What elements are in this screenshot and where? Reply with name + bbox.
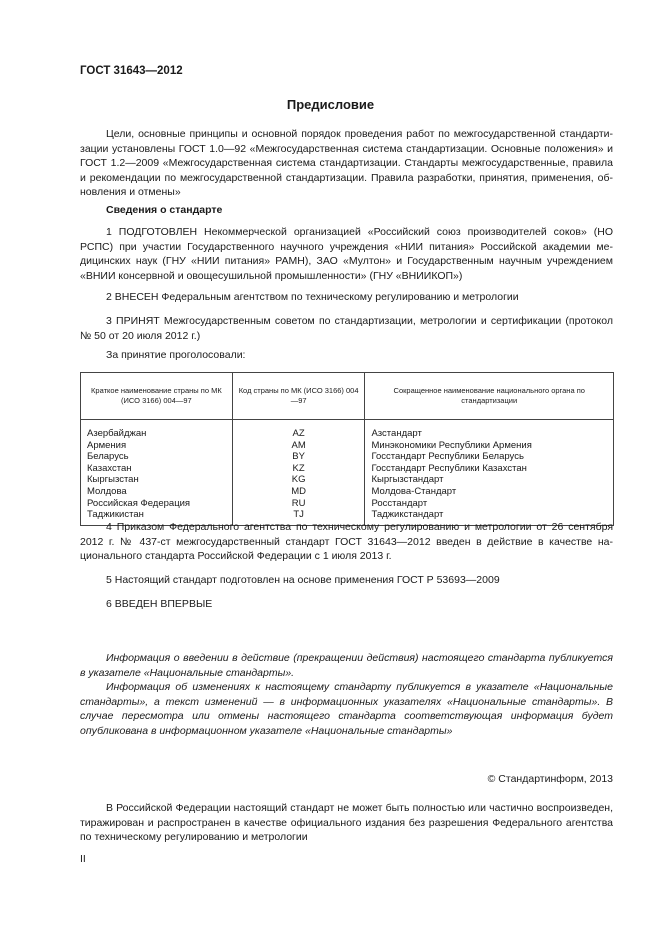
- item-1-prepared: 1 ПОДГОТОВЛЕН Некоммерческой организацией «Российский союз производителей соков» (НО РСПС) при участии Государственного научного учреждения «НИИ питания» Российской академии медицинских наук (ГНУ «НИИ питания» РАМН), ЗАО «Мултон» и Государственным научным учреждением «ВНИИ консервной и овощесушильной промышленности» (ГНУ «ВНИИКОП»): [80, 226, 613, 282]
- body-cell: Кыргызстандарт: [365, 474, 614, 486]
- code-cell: AZ: [232, 420, 365, 440]
- col-header-country: Краткое наименование страны по МК (ИСО 3166) 004—97: [81, 373, 233, 420]
- country-cell: Кыргызстан: [81, 474, 233, 486]
- body-cell: Азстандарт: [365, 420, 614, 440]
- country-cell: Беларусь: [81, 451, 233, 463]
- table-row: [81, 420, 614, 440]
- country-cell: Российская Федерация: [81, 498, 233, 510]
- table-row: [81, 440, 614, 452]
- table-header-row: [81, 373, 614, 420]
- code-cell: RU: [232, 498, 365, 510]
- reproduction-notice: В Российской Федерации настоящий стандарт не может быть полностью или частично воспроизведен, тиражирован и распространен в качестве официального издания без разрешения Федерального агентства по техническому регулированию и метрологии: [80, 802, 613, 844]
- voted-label: За принятие проголосовали:: [106, 349, 246, 361]
- code-cell: BY: [232, 451, 365, 463]
- intro-paragraph: Цели, основные принципы и основной порядок проведения работ по межгосударственной стандартизации установлены ГОСТ 1.0—92 «Межгосударственная система стандартизации. Основные положения» и ГОСТ 1.2—2009 «Межгосударственная система стандартизации. Стандарты межгосударственные, правила и рекомендации по межгосударственной стандартизации. Правила разработки, принятия, применения, обновления и отмены»: [80, 128, 613, 199]
- country-cell: Таджикистан: [81, 509, 233, 525]
- notice-introduction-info: Информация о введении в действие (прекращении действия) настоящего стандарта публикуется в указателе «Национальные стандарты».: [80, 652, 613, 679]
- body-cell: Минэкономики Республики Армения: [365, 440, 614, 452]
- body-cell: Госстандарт Республики Беларусь: [365, 451, 614, 463]
- country-cell: Молдова: [81, 486, 233, 498]
- code-cell: AM: [232, 440, 365, 452]
- body-cell: Молдова-Стандарт: [365, 486, 614, 498]
- code-cell: KZ: [232, 463, 365, 475]
- page-title: Предисловие: [286, 97, 375, 112]
- code-cell: KG: [232, 474, 365, 486]
- col-header-body: Сокращенное наименование национального органа по стандартизации: [365, 373, 614, 420]
- code-cell: TJ: [232, 509, 365, 525]
- country-cell: Казахстан: [81, 463, 233, 475]
- info-heading: Сведения о стандарте: [106, 204, 223, 216]
- item-6-introduced: 6 ВВЕДЕН ВПЕРВЫЕ: [106, 598, 213, 610]
- table-row: [81, 498, 614, 510]
- copyright-line: © Стандартинформ, 2013: [487, 773, 613, 785]
- table-row: [81, 463, 614, 475]
- item-3-adopted: 3 ПРИНЯТ Межгосударственным советом по стандартизации, метрологии и сертификации (протокол № 50 от 20 июля 2012 г.): [80, 315, 613, 342]
- page-number: II: [80, 853, 86, 865]
- body-cell: Росстандарт: [365, 498, 614, 510]
- body-cell: Таджикстандарт: [365, 509, 614, 525]
- table-row: [81, 486, 614, 498]
- country-cell: Армения: [81, 440, 233, 452]
- table-row: [81, 474, 614, 486]
- notice-amendments-info: Информация об изменениях к настоящему стандарту публикуется в указателе «Национальные стандарты», а текст изменений — в информационных указателях «Национальные стандарты». В случае пересмотра или отмены настоящего стандарта соответствующая информация будет опубликована в информационном указателе «Национальные стандарты»: [80, 681, 613, 737]
- item-4-order: 4 Приказом Федерального агентства по техническому регулированию и метрологии от 26 сентября 2012 г. № 437-ст межгосударственный стандарт ГОСТ 31643—2012 введен в действие в качестве национального стандарта Российской Федерации с 1 июля 2013 г.: [80, 521, 613, 563]
- item-5-basis: 5 Настоящий стандарт подготовлен на основе применения ГОСТ Р 53693—2009: [106, 574, 500, 586]
- voting-table: [80, 372, 614, 526]
- item-2-submitted: 2 ВНЕСЕН Федеральным агентством по техническому регулированию и метрологии: [106, 291, 519, 303]
- col-header-code: Код страны по МК (ИСО 3166) 004—97: [232, 373, 365, 420]
- table-row: [81, 451, 614, 463]
- code-cell: MD: [232, 486, 365, 498]
- document-code-header: ГОСТ 31643—2012: [80, 65, 183, 77]
- body-cell: Госстандарт Республики Казахстан: [365, 463, 614, 475]
- country-cell: Азербайджан: [81, 420, 233, 440]
